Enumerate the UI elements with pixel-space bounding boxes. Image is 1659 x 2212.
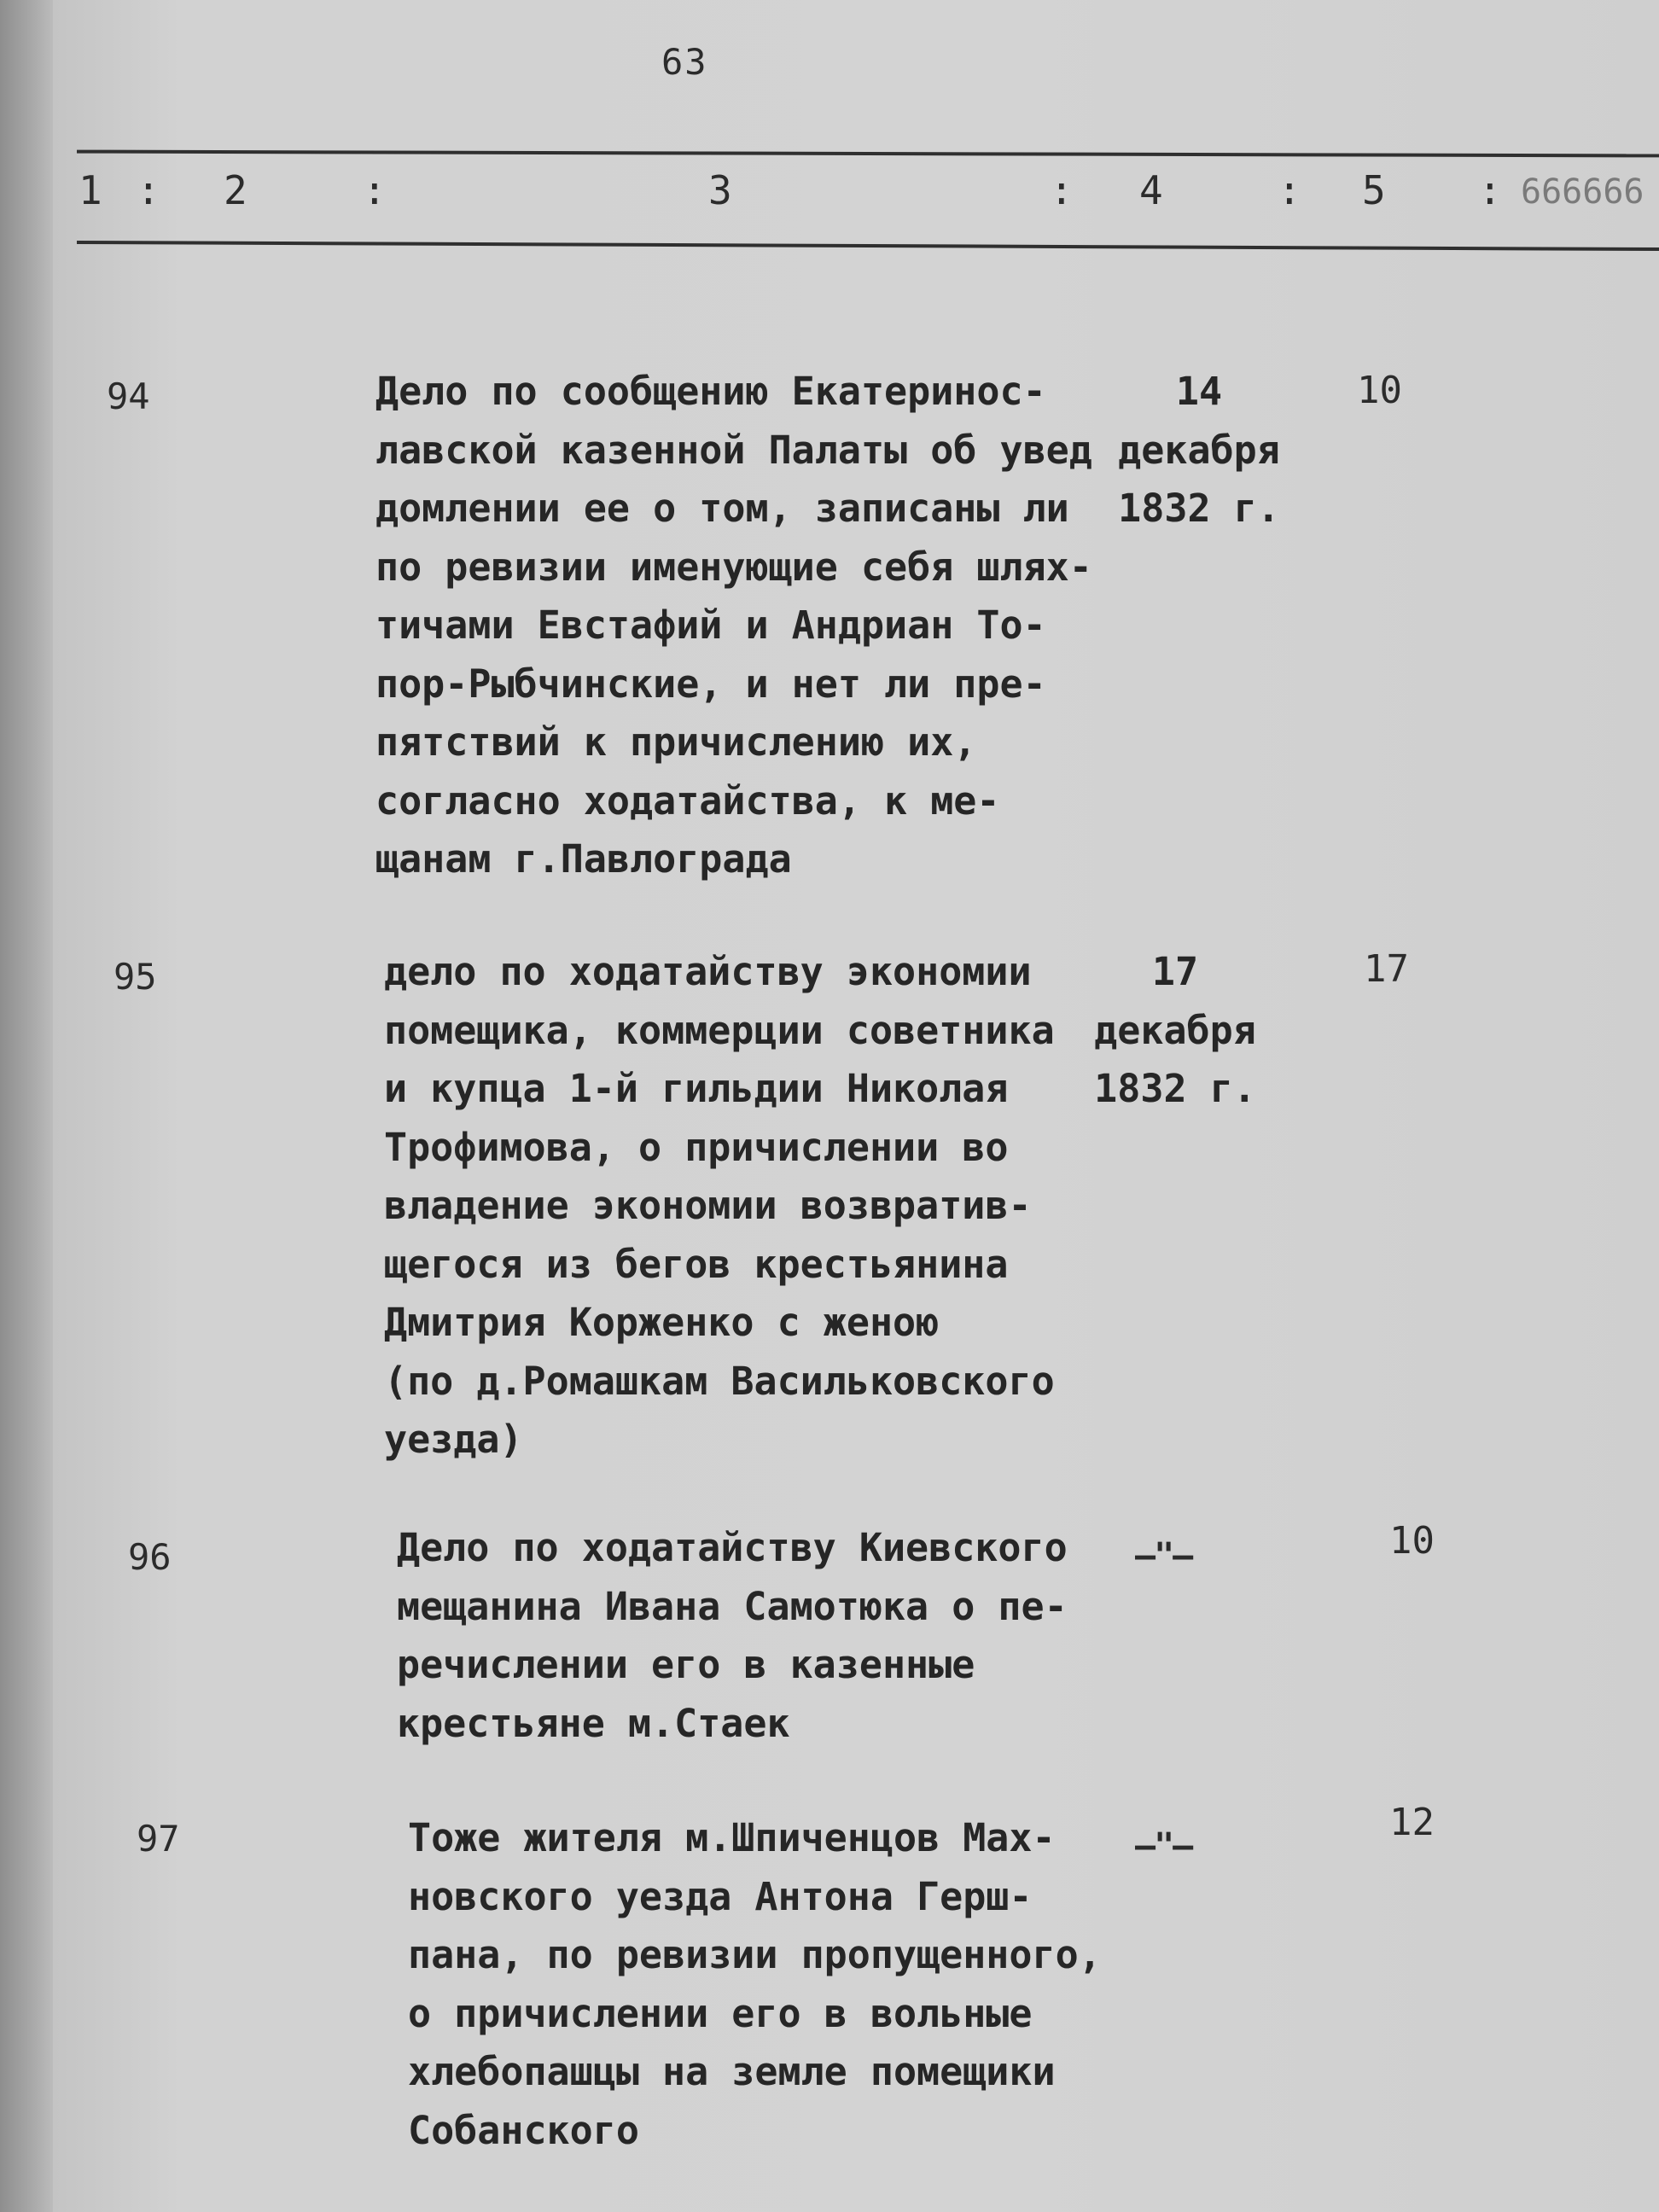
- description-line: Дело по ходатайству Киевского: [397, 1525, 1068, 1570]
- column-header-6: 666666: [1521, 172, 1644, 212]
- description-line: пятствий к причислению их,: [375, 719, 977, 765]
- description-line: Дмитрия Корженко с женою: [384, 1300, 940, 1345]
- entry-date: [1077, 943, 1273, 1119]
- entry-description: [408, 1809, 1102, 2160]
- date-day: 14: [1175, 369, 1223, 414]
- description-line: Дело по сообщению Екатеринос-: [375, 369, 1046, 414]
- description-line: пор-Рыбчинские, и нет ли пре-: [375, 661, 1046, 707]
- column-separator: :: [137, 167, 160, 213]
- ditto-mark: —"—: [1135, 1536, 1192, 1575]
- date-month: декабря: [1118, 427, 1280, 473]
- description-line: тичами Евстафий и Андриан То-: [375, 602, 1046, 648]
- entry-number: 96: [128, 1536, 172, 1578]
- column-header-1: 1: [79, 167, 102, 213]
- description-line: домлении ее о том, записаны ли: [375, 486, 1069, 531]
- description-line: Трофимова, о причислении во: [384, 1124, 1009, 1170]
- column-separator: :: [1478, 167, 1502, 213]
- description-line: согласно ходатайства, к ме-: [375, 777, 1000, 824]
- entry-number: 95: [114, 956, 157, 998]
- date-year: 1832 г.: [1118, 486, 1280, 531]
- description-line: по ревизии именующие себя шлях-: [375, 544, 1092, 590]
- entry-sheets: 10: [1357, 369, 1402, 412]
- entry-sheets: 12: [1389, 1801, 1435, 1844]
- entry-description: [375, 363, 1092, 889]
- description-line: уезда): [384, 1417, 523, 1462]
- description-line: щегося из бегов крестьянина: [384, 1241, 1009, 1287]
- page-number: 63: [661, 41, 708, 83]
- entry-number: 94: [107, 375, 150, 417]
- binding-edge: [0, 0, 60, 2212]
- description-line: пана, по ревизии пропущенного,: [408, 1932, 1102, 1977]
- date-month: декабря: [1094, 1007, 1256, 1053]
- column-header-3: 3: [708, 167, 732, 213]
- description-line: помещика, коммерции советника: [384, 1007, 1055, 1053]
- date-year: 1832 г.: [1094, 1066, 1256, 1111]
- entry-description: [397, 1519, 1068, 1753]
- description-line: о причислении его в вольные: [408, 1990, 1033, 2036]
- description-line: новского уезда Антона Герш-: [408, 1873, 1033, 1919]
- description-line: мещанина Ивана Самотюка о пе-: [397, 1583, 1068, 1629]
- entry-number: 97: [137, 1818, 180, 1860]
- description-line: (по д.Ромашкам Васильковского: [384, 1358, 1055, 1404]
- description-line: Собанского: [408, 2107, 639, 2153]
- ditto-mark: —"—: [1135, 1826, 1192, 1866]
- description-line: хлебопашцы на земле помещики: [408, 2049, 1056, 2094]
- column-header-4: 4: [1139, 167, 1163, 213]
- column-separator: :: [1050, 167, 1074, 213]
- description-line: владение экономии возвратив-: [384, 1183, 1032, 1228]
- entry-description: [384, 943, 1055, 1470]
- column-separator: :: [363, 167, 387, 213]
- description-line: дело по ходатайству экономии: [384, 949, 1032, 994]
- description-line: лавской казенной Палаты об увед: [375, 427, 1092, 473]
- entry-sheets: 10: [1389, 1519, 1435, 1563]
- column-separator: :: [1278, 167, 1301, 213]
- description-line: щанам г.Павлограда: [375, 836, 792, 882]
- column-header-2: 2: [224, 167, 247, 213]
- description-line: Тоже жителя м.Шпиченцов Мах-: [408, 1815, 1056, 1860]
- entry-sheets: 17: [1364, 947, 1409, 991]
- description-line: речислении его в казенные: [397, 1642, 975, 1687]
- description-line: и купца 1-й гильдии Николая: [384, 1066, 1009, 1111]
- description-line: крестьяне м.Стаек: [397, 1700, 790, 1746]
- entry-date: [1109, 363, 1289, 538]
- date-day: 17: [1151, 949, 1199, 994]
- column-header-5: 5: [1362, 167, 1386, 213]
